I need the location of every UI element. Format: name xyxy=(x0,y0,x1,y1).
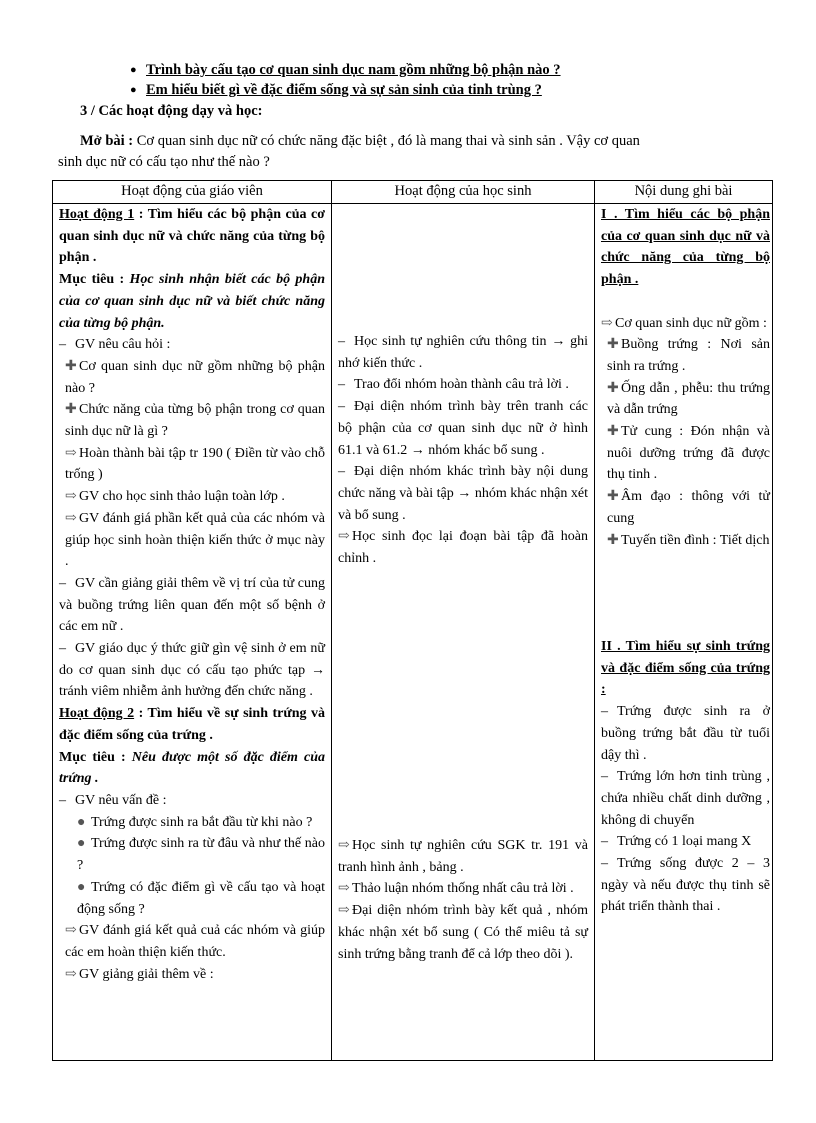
student-step: ⇨ Học sinh tự nghiên cứu SGK tr. 191 và tranh hình ảnh , bảng . xyxy=(338,835,588,878)
note-item: – Trứng sống được 2 – 3 ngày và nếu được thụ tinh sẽ phát triển thành thai . xyxy=(601,856,770,915)
right-arrow-icon: → xyxy=(311,662,325,678)
right-arrow-icon: → xyxy=(551,334,566,349)
arrow-icon: ⇨ xyxy=(65,489,77,505)
arrow-icon: ⇨ xyxy=(338,903,350,919)
notes-column-part2 xyxy=(601,636,770,918)
student-step: – Trao đổi nhóm hoàn thành câu trả lời . xyxy=(338,377,569,393)
bullet-icon: ● xyxy=(77,879,86,895)
teacher-step: ✚ Chức năng của từng bộ phận trong cơ quan sinh dục nữ là gì ? xyxy=(59,399,325,442)
right-arrow-icon: → xyxy=(410,442,425,458)
section-heading: 3 / Các hoạt động dạy và học: xyxy=(80,103,263,119)
arrow-icon: ⇨ xyxy=(338,838,350,853)
objective-2: Mục tiêu : Nêu được một số đặc điểm của trứng . xyxy=(59,749,326,787)
objective-1: Mục tiêu : Học sinh nhận biết các bộ phận của cơ quan sinh dục nữ và biết chức năng của từng bộ phận. xyxy=(59,272,325,331)
teacher-step: – GV nêu vấn đề : xyxy=(59,792,167,808)
teacher-step: ● Trứng có đặc điểm gì về cấu tạo và hoạt động sống ? xyxy=(59,877,325,920)
arrow-icon: ⇨ xyxy=(601,315,613,331)
note-item: ✚ Tử cung : Đón nhận và nuôi dưỡng trứng đã được thụ tinh . xyxy=(601,421,770,486)
note-item: ✚ Tuyến tiền đình : Tiết dịch xyxy=(601,530,770,552)
note-item: ✚ Ống dẫn , phễu: thu trứng và dẫn trứng xyxy=(601,378,770,421)
teacher-step: – GV giáo dục ý thức giữ gìn vệ sinh ở em nữ do cơ quan sinh dục có cấu tạo phức tạp → tránh viêm nhiễm ảnh hưởng đến chức năng . xyxy=(59,641,325,700)
lesson-table xyxy=(52,180,773,1061)
bullet-icon: ● xyxy=(77,814,86,830)
plus-icon: ✚ xyxy=(65,402,77,418)
notes-column xyxy=(601,204,770,551)
teacher-step: ● Trứng được sinh ra bắt đầu từ khi nào ? xyxy=(59,812,325,834)
plus-icon: ✚ xyxy=(607,489,619,505)
note-item: ✚ Âm đạo : thông với tử cung xyxy=(601,486,770,529)
teacher-step: ✚ Cơ quan sinh dục nữ gồm những bộ phận nào ? xyxy=(59,356,325,399)
arrow-icon: ⇨ xyxy=(65,923,77,939)
student-column-part1 xyxy=(338,331,588,570)
teacher-column xyxy=(59,204,325,985)
note-item: – Trứng lớn hơn tinh trùng , chứa nhiều chất dinh dưỡng , không di chuyển xyxy=(601,769,770,828)
teacher-step: ● Trứng được sinh ra từ đâu và như thế nào ? xyxy=(59,833,325,876)
bullet-icon: ● xyxy=(130,84,137,96)
intro-text: Cơ quan sinh dục nữ có chức năng đặc biệt , đó là mang thai và sinh sản . Vậy cơ quan xyxy=(136,133,640,149)
teacher-step: – GV nêu câu hỏi : xyxy=(59,337,171,353)
arrow-icon: ⇨ xyxy=(338,529,350,545)
plus-icon: ✚ xyxy=(607,337,619,353)
student-step: ⇨ Thảo luận nhóm thống nhất câu trả lời . xyxy=(338,878,588,900)
intro-paragraph xyxy=(80,131,750,152)
plus-icon: ✚ xyxy=(607,380,619,396)
teacher-step: – GV cần giảng giải thêm về vị trí của tử cung và buồng trứng liên quan đến một số bệnh ở các em nữ . xyxy=(59,575,325,635)
notes-heading-2: II . Tìm hiểu sự sinh trứng và đặc điểm sống của trứng : xyxy=(601,639,770,698)
plus-icon: ✚ xyxy=(65,358,77,374)
teacher-step: ⇨ GV đánh giá kết quả cuả các nhóm và giúp các em hoàn thiện kiến thức. xyxy=(59,920,325,963)
student-step: – Đại diện nhóm trình bày trên tranh các bộ phận của cơ quan sinh dục nữ ở hình 61.1 và 61.2 → nhóm khác bổ sung . xyxy=(338,399,588,458)
review-question: ● Em hiểu biết gì về đặc điểm sống và sự sản sinh của tinh trùng ? xyxy=(130,82,542,98)
note-item: ✚ Buồng trứng : Nơi sản sinh ra trứng . xyxy=(601,334,770,377)
arrow-icon: ⇨ xyxy=(65,510,77,526)
plus-icon: ✚ xyxy=(607,532,619,548)
student-column-part2 xyxy=(338,835,588,965)
teacher-step: ⇨ GV đánh giá phần kết quả của các nhóm và giúp học sinh hoàn thiện kiến thức ở mục này . xyxy=(59,508,325,573)
activity-1: Hoạt động 1 : Tìm hiểu các bộ phận của cơ quan sinh dục nữ và chức năng của từng bộ phận . xyxy=(59,207,326,266)
student-step: ⇨ Học sinh đọc lại đoạn bài tập đã hoàn chỉnh . xyxy=(338,526,588,569)
teacher-step: ⇨ Hoàn thành bài tập tr 190 ( Điền từ vào chỗ trống ) xyxy=(59,443,325,486)
column-divider xyxy=(331,181,332,1060)
arrow-icon: ⇨ xyxy=(338,881,350,897)
arrow-icon: ⇨ xyxy=(65,445,77,461)
student-step: ⇨ Đại diện nhóm trình bày kết quả , nhóm khác nhận xét bổ sung ( Có thể miêu tả sự sinh trứng bằng tranh để cả lớp theo dõi ). xyxy=(338,900,588,965)
student-step: – Đại diện nhóm khác trình bày nội dung chức năng và bài tập → nhóm khác nhận xét và bổ sung . xyxy=(338,464,589,523)
header-teacher: Hoạt động của giáo viên xyxy=(121,183,263,199)
bullet-icon: ● xyxy=(77,836,86,852)
teacher-step: ⇨ GV cho học sinh thảo luận toàn lớp . xyxy=(59,486,325,508)
note-item: ⇨ Cơ quan sinh dục nữ gồm : xyxy=(601,313,770,335)
plus-icon: ✚ xyxy=(607,424,619,440)
header-notes: Nội dung ghi bài xyxy=(634,183,733,199)
header-student: Hoạt động của học sinh xyxy=(394,183,532,199)
activity-2: Hoạt động 2 : Tìm hiểu về sự sinh trứng và đặc điểm sống của trứng . xyxy=(59,706,326,743)
intro-label: Mở bài : xyxy=(80,133,134,149)
column-divider xyxy=(594,181,595,1060)
note-item: – Trứng có 1 loại mang X xyxy=(601,834,752,850)
note-item: – Trứng được sinh ra ở buồng trứng bắt đầu từ tuổi dậy thì . xyxy=(601,704,770,763)
teacher-step: ⇨ GV giảng giải thêm về : xyxy=(59,964,325,986)
intro-text-continued: sinh dục nữ có cấu tạo như thế nào ? xyxy=(58,154,270,170)
student-step: – Học sinh tự nghiên cứu thông tin → ghi nhớ kiến thức . xyxy=(338,334,589,371)
review-question: ● Trình bày cấu tạo cơ quan sinh dục nam gồm những bộ phận nào ? xyxy=(130,62,561,78)
right-arrow-icon: → xyxy=(457,485,472,501)
bullet-icon: ● xyxy=(130,64,137,76)
notes-heading-1: I . Tìm hiểu các bộ phận của cơ quan sinh dục nữ và chức năng của từng bộ phận . xyxy=(601,207,770,288)
arrow-icon: ⇨ xyxy=(65,966,77,982)
review-questions xyxy=(130,60,790,100)
